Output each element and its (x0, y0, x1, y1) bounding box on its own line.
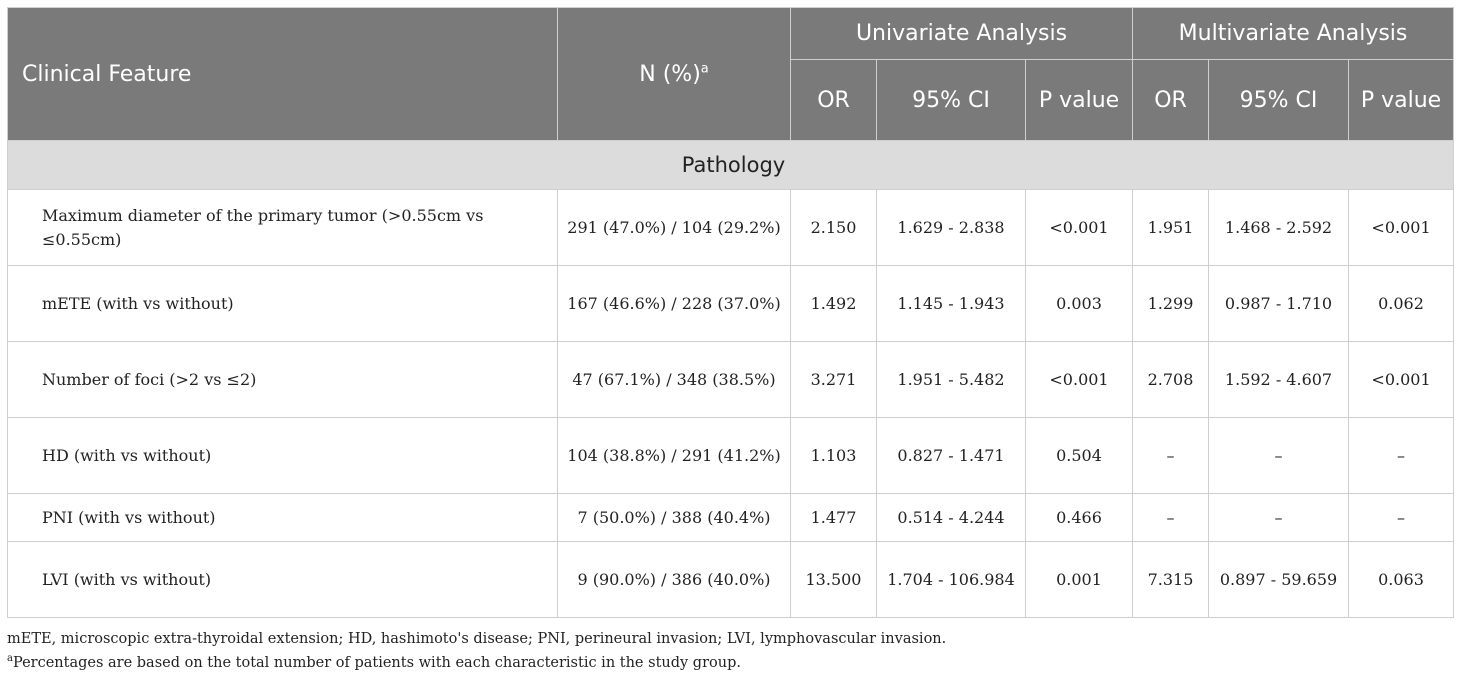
footnote-a-text: Percentages are based on the total number of patients with each characteristic in the study group. (12, 655, 741, 671)
cell-multivariate-p: <0.001 (1349, 190, 1454, 266)
footnote-a-marker: a (7, 653, 13, 665)
table-row (8, 190, 1454, 266)
table-row (8, 418, 1454, 494)
cell-univariate-ci: 1.629 - 2.838 (877, 190, 1026, 266)
header-multivariate-or: OR (1133, 60, 1209, 141)
cell-n: 104 (38.8%) / 291 (41.2%) (558, 418, 791, 494)
cell-multivariate-or: – (1133, 494, 1209, 542)
header-n-percent (558, 8, 791, 141)
cell-multivariate-or: 2.708 (1133, 342, 1209, 418)
cell-feature: PNI (with vs without) (8, 494, 558, 542)
cell-univariate-ci: 1.145 - 1.943 (877, 266, 1026, 342)
cell-n: 167 (46.6%) / 228 (37.0%) (558, 266, 791, 342)
footnote-a (7, 651, 946, 675)
cell-multivariate-ci: 0.987 - 1.710 (1209, 266, 1349, 342)
cell-univariate-or: 1.492 (791, 266, 877, 342)
table-row (8, 266, 1454, 342)
cell-univariate-or: 1.477 (791, 494, 877, 542)
cell-feature: Number of foci (>2 vs ≤2) (8, 342, 558, 418)
cell-n: 47 (67.1%) / 348 (38.5%) (558, 342, 791, 418)
cell-univariate-or: 2.150 (791, 190, 877, 266)
results-table (7, 7, 1454, 618)
cell-multivariate-p: – (1349, 418, 1454, 494)
header-univariate-p: P value (1026, 60, 1133, 141)
cell-multivariate-p: <0.001 (1349, 342, 1454, 418)
cell-univariate-p: 0.466 (1026, 494, 1133, 542)
section-row (8, 141, 1454, 190)
cell-feature: LVI (with vs without) (8, 542, 558, 618)
cell-feature: Maximum diameter of the primary tumor (>0.55cm vs ≤0.55cm) (8, 190, 558, 266)
cell-univariate-p: 0.504 (1026, 418, 1133, 494)
cell-univariate-ci: 0.514 - 4.244 (877, 494, 1026, 542)
cell-multivariate-p: 0.062 (1349, 266, 1454, 342)
cell-n: 7 (50.0%) / 388 (40.4%) (558, 494, 791, 542)
section-title: Pathology (8, 141, 1454, 190)
cell-univariate-ci: 1.704 - 106.984 (877, 542, 1026, 618)
table-footnotes (7, 627, 946, 675)
cell-univariate-or: 1.103 (791, 418, 877, 494)
cell-univariate-ci: 1.951 - 5.482 (877, 342, 1026, 418)
cell-multivariate-p: 0.063 (1349, 542, 1454, 618)
cell-univariate-p: 0.003 (1026, 266, 1133, 342)
header-univariate-ci: 95% CI (877, 60, 1026, 141)
footnote-abbreviations: mETE, microscopic extra-thyroidal extension; HD, hashimoto's disease; PNI, perineural invasion; LVI, lymphovascular invasion. (7, 631, 947, 647)
header-multivariate-p: P value (1349, 60, 1454, 141)
cell-feature: HD (with vs without) (8, 418, 558, 494)
table-header (8, 8, 1454, 141)
table-row (8, 494, 1454, 542)
cell-univariate-p: <0.001 (1026, 190, 1133, 266)
cell-multivariate-ci: 1.468 - 2.592 (1209, 190, 1349, 266)
header-clinical-feature: Clinical Feature (8, 8, 558, 141)
cell-univariate-p: 0.001 (1026, 542, 1133, 618)
table-row (8, 342, 1454, 418)
cell-multivariate-p: – (1349, 494, 1454, 542)
cell-multivariate-or: 7.315 (1133, 542, 1209, 618)
header-univariate-or: OR (791, 60, 877, 141)
cell-multivariate-ci: 0.897 - 59.659 (1209, 542, 1349, 618)
cell-n: 9 (90.0%) / 386 (40.0%) (558, 542, 791, 618)
cell-univariate-or: 3.271 (791, 342, 877, 418)
cell-multivariate-ci: 1.592 - 4.607 (1209, 342, 1349, 418)
cell-multivariate-ci: – (1209, 494, 1349, 542)
cell-multivariate-ci: – (1209, 418, 1349, 494)
header-univariate: Univariate Analysis (791, 8, 1133, 60)
cell-univariate-or: 13.500 (791, 542, 877, 618)
header-multivariate-ci: 95% CI (1209, 60, 1349, 141)
cell-univariate-p: <0.001 (1026, 342, 1133, 418)
header-multivariate: Multivariate Analysis (1133, 8, 1454, 60)
cell-multivariate-or: – (1133, 418, 1209, 494)
cell-feature: mETE (with vs without) (8, 266, 558, 342)
cell-n: 291 (47.0%) / 104 (29.2%) (558, 190, 791, 266)
cell-univariate-ci: 0.827 - 1.471 (877, 418, 1026, 494)
header-n-percent-sup: a (700, 61, 709, 77)
cell-multivariate-or: 1.299 (1133, 266, 1209, 342)
table-row (8, 542, 1454, 618)
header-n-percent-label: N (%) (639, 61, 701, 87)
cell-multivariate-or: 1.951 (1133, 190, 1209, 266)
